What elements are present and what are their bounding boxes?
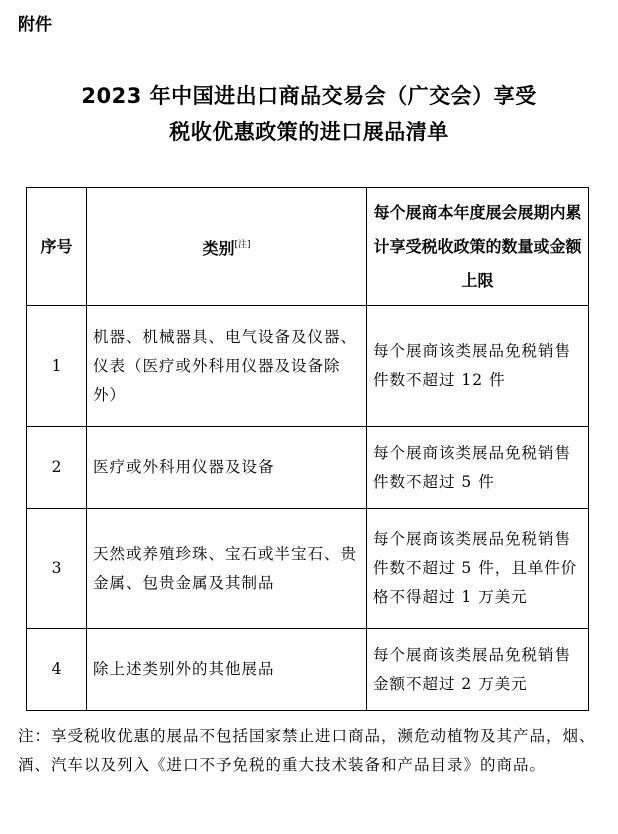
table-row bbox=[27, 629, 589, 711]
column-header-limit: 每个展商本年度展会展期内累计享受税收政策的数量或金额上限 bbox=[367, 188, 589, 306]
table-header-row bbox=[27, 188, 589, 306]
row-limit: 每个展商该类展品免税销售件数不超过 5 件，且单件价格不得超过 1 万美元 bbox=[367, 509, 589, 629]
row-limit: 每个展商该类展品免税销售件数不超过 5 件 bbox=[367, 427, 589, 509]
footnote: 注：享受税收优惠的展品不包括国家禁止进口商品，濒危动植物及其产品，烟、酒、汽车以及列入《进口不予免税的重大技术装备和产品目录》的商品。 bbox=[18, 727, 596, 774]
column-header-category bbox=[87, 188, 367, 306]
row-number: 3 bbox=[27, 509, 87, 629]
row-number: 1 bbox=[27, 306, 87, 427]
document-title-line-2: 税收优惠政策的进口展品清单 bbox=[169, 120, 449, 144]
table-row bbox=[27, 509, 589, 629]
row-number: 2 bbox=[27, 427, 87, 509]
document-title-line-1: 2023 年中国进出口商品交易会（广交会）享受 bbox=[81, 84, 537, 108]
column-header-number: 序号 bbox=[27, 188, 87, 306]
row-category: 天然或养殖珍珠、宝石或半宝石、贵金属、包贵金属及其制品 bbox=[87, 509, 367, 629]
exhibit-list-table bbox=[26, 187, 589, 711]
row-number: 4 bbox=[27, 629, 87, 711]
row-category: 除上述类别外的其他展品 bbox=[87, 629, 367, 711]
row-category: 机器、机械器具、电气设备及仪器、仪表（医疗或外科用仪器及设备除外） bbox=[87, 306, 367, 427]
category-note-mark: [注] bbox=[234, 239, 251, 250]
table-row bbox=[27, 427, 589, 509]
row-limit: 每个展商该类展品免税销售件数不超过 12 件 bbox=[367, 306, 589, 427]
attachment-label: 附件 bbox=[18, 15, 52, 35]
column-header-category-label: 类别 bbox=[202, 238, 235, 258]
row-limit: 每个展商该类展品免税销售金额不超过 2 万美元 bbox=[367, 629, 589, 711]
row-category: 医疗或外科用仪器及设备 bbox=[87, 427, 367, 509]
table-row bbox=[27, 306, 589, 427]
